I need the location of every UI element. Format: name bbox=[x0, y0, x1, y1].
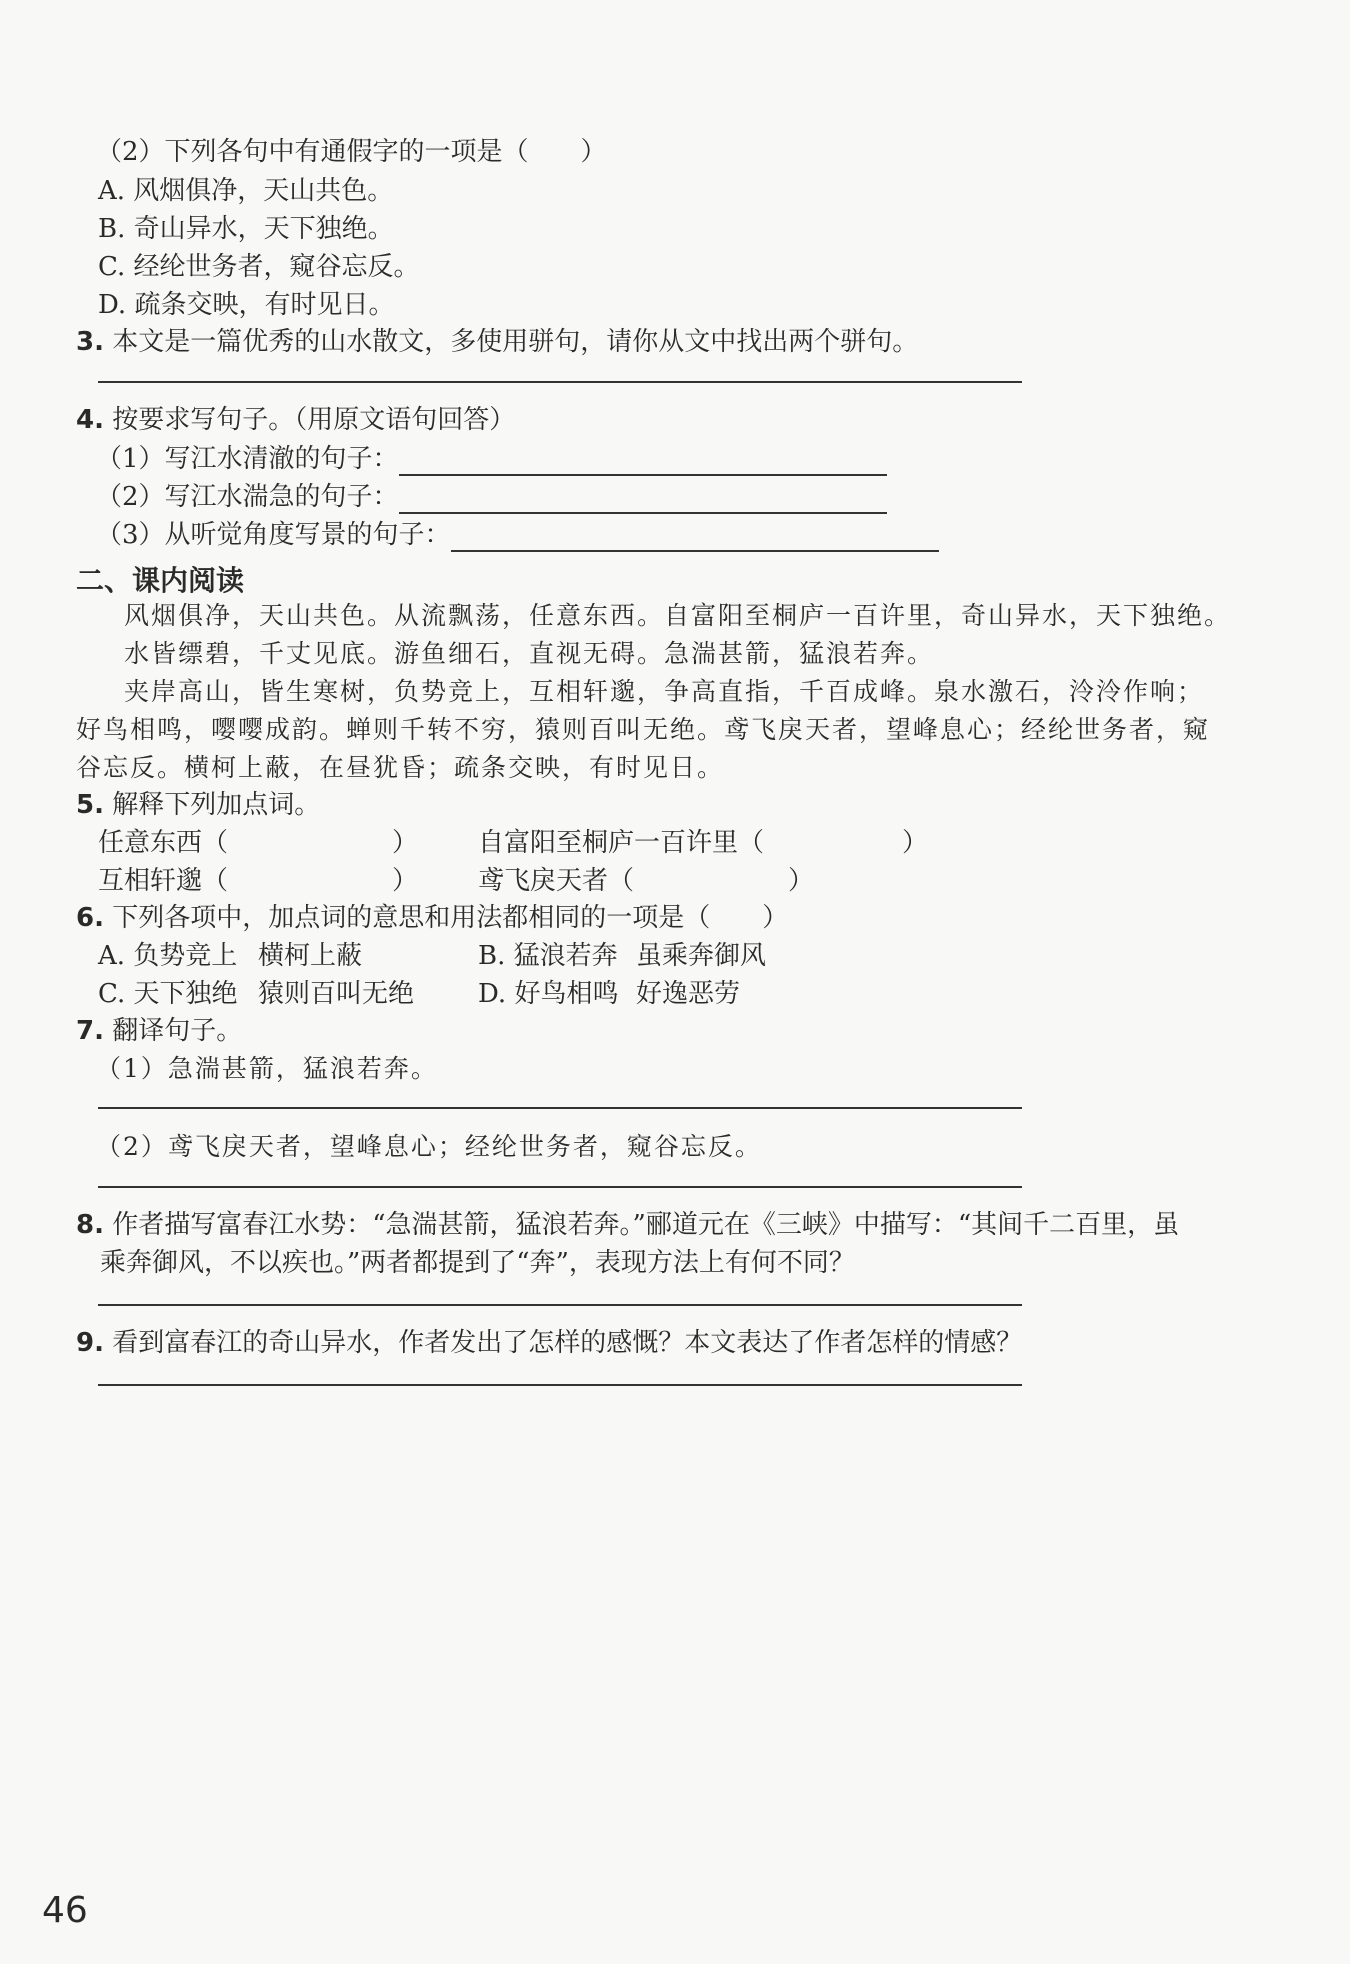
q7-sub1-answer-line[interactable] bbox=[98, 1107, 1022, 1109]
passage-line-2: 水皆缥碧，千丈见底。游鱼细石，直视无碍。急湍甚箭，猛浪若奔。 bbox=[124, 639, 935, 668]
q4-number: 4. bbox=[76, 405, 104, 435]
q6-option-a-2: 横柯上蔽 bbox=[258, 941, 363, 971]
q7-sub2: （2）鸢飞戾天者，望峰息心；经纶世务者，窥谷忘反。 bbox=[96, 1132, 762, 1161]
q3-number: 3. bbox=[76, 327, 104, 357]
q6-option-d-2: 好逸恶劳 bbox=[636, 979, 741, 1009]
q6-option-c-2: 猿则百叫无绝 bbox=[258, 979, 415, 1009]
section-title: 二、课内阅读 bbox=[76, 564, 245, 597]
q3-answer-line[interactable] bbox=[98, 381, 1022, 383]
q4-sub2 bbox=[96, 480, 887, 514]
q5-item-1-close: ） bbox=[392, 828, 419, 858]
q7-text: 翻译句子。 bbox=[112, 1016, 243, 1046]
q7-sub1: （1）急湍甚箭，猛浪若奔。 bbox=[96, 1054, 438, 1083]
passage-line-1: 风烟俱净，天山共色。从流飘荡，任意东西。自富阳至桐庐一百许里，奇山异水，天下独绝。 bbox=[124, 601, 1232, 630]
q7-number: 7. bbox=[76, 1016, 104, 1046]
q6-option-b-1: B. 猛浪若奔 bbox=[478, 941, 618, 971]
q8-number: 8. bbox=[76, 1210, 104, 1240]
q5-text: 解释下列加点词。 bbox=[112, 790, 321, 820]
q4-sub2-label: （2）写江水湍急的句子： bbox=[96, 482, 399, 512]
q3-text: 本文是一篇优秀的山水散文，多使用骈句，请你从文中找出两个骈句。 bbox=[112, 327, 919, 357]
q9-number: 9. bbox=[76, 1328, 104, 1358]
q8-line-1 bbox=[76, 1208, 1179, 1242]
q2-2-option-d: D. 疏条交映，有时见日。 bbox=[98, 290, 395, 320]
q5-item-4-close: ） bbox=[788, 866, 815, 896]
q4-sub2-answer-line[interactable] bbox=[399, 486, 887, 514]
q6-option-a-1: A. 负势竞上 bbox=[98, 941, 238, 971]
q4-sub1 bbox=[96, 442, 887, 476]
passage-line-4: 好鸟相鸣，嘤嘤成韵。蝉则千转不穷，猿则百叫无绝。鸢飞戾天者，望峰息心；经纶世务者，窥 bbox=[76, 715, 1211, 744]
q6-option-d-1: D. 好鸟相鸣 bbox=[478, 979, 619, 1009]
q8-answer-line[interactable] bbox=[98, 1304, 1022, 1306]
q6-number: 6. bbox=[76, 903, 104, 933]
q9-text: 看到富春江的奇山异水，作者发出了怎样的感慨？本文表达了作者怎样的情感？ bbox=[112, 1328, 1023, 1358]
q7-sub2-answer-line[interactable] bbox=[98, 1186, 1022, 1188]
q6-text: 下列各项中，加点词的意思和用法都相同的一项是（ ） bbox=[112, 903, 789, 933]
q4-sub1-answer-line[interactable] bbox=[399, 448, 887, 476]
q4 bbox=[76, 403, 515, 437]
q5-item-2-close: ） bbox=[902, 828, 929, 858]
q5-item-3: 互相轩邈（ bbox=[98, 866, 229, 896]
q5-number: 5. bbox=[76, 790, 104, 820]
q5-item-4: 鸢飞戾天者（ bbox=[478, 866, 635, 896]
q4-sub1-label: （1）写江水清澈的句子： bbox=[96, 444, 399, 474]
q4-text: 按要求写句子。（用原文语句回答） bbox=[112, 405, 516, 435]
q7 bbox=[76, 1014, 242, 1048]
q6 bbox=[76, 901, 788, 935]
q4-sub3-answer-line[interactable] bbox=[451, 524, 939, 552]
page-number: 46 bbox=[42, 1890, 88, 1931]
q2-2-option-a: A. 风烟俱净，天山共色。 bbox=[98, 176, 394, 206]
q6-option-c-1: C. 天下独绝 bbox=[98, 979, 238, 1009]
q5-item-1: 任意东西（ bbox=[98, 828, 229, 858]
q5-item-2: 自富阳至桐庐一百许里（ bbox=[478, 828, 765, 858]
q5 bbox=[76, 788, 320, 822]
q2-2-option-b: B. 奇山异水，天下独绝。 bbox=[98, 214, 394, 244]
q4-sub3-label: （3）从听觉角度写景的句子： bbox=[96, 520, 451, 550]
q2-2-option-c: C. 经纶世务者，窥谷忘反。 bbox=[98, 252, 420, 282]
q4-sub3 bbox=[96, 518, 939, 552]
q8-text-1: 作者描写富春江水势：“急湍甚箭，猛浪若奔。”郦道元在《三峡》中描写：“其间千二百里，虽 bbox=[112, 1210, 1180, 1240]
q9-answer-line[interactable] bbox=[98, 1384, 1022, 1386]
passage-line-5: 谷忘反。横柯上蔽，在昼犹昏；疏条交映，有时见日。 bbox=[76, 753, 725, 782]
q2-2-stem: （2）下列各句中有通假字的一项是（ ） bbox=[96, 137, 607, 167]
q3 bbox=[76, 325, 918, 359]
q9 bbox=[76, 1326, 1022, 1360]
q8-line-2: 乘奔御风，不以疾也。”两者都提到了“奔”，表现方法上有何不同？ bbox=[100, 1248, 855, 1278]
q5-item-3-close: ） bbox=[392, 866, 419, 896]
q6-option-b-2: 虽乘奔御风 bbox=[636, 941, 767, 971]
passage-line-3: 夹岸高山，皆生寒树，负势竞上，互相轩邈，争高直指，千百成峰。泉水激石，泠泠作响； bbox=[124, 677, 1205, 706]
